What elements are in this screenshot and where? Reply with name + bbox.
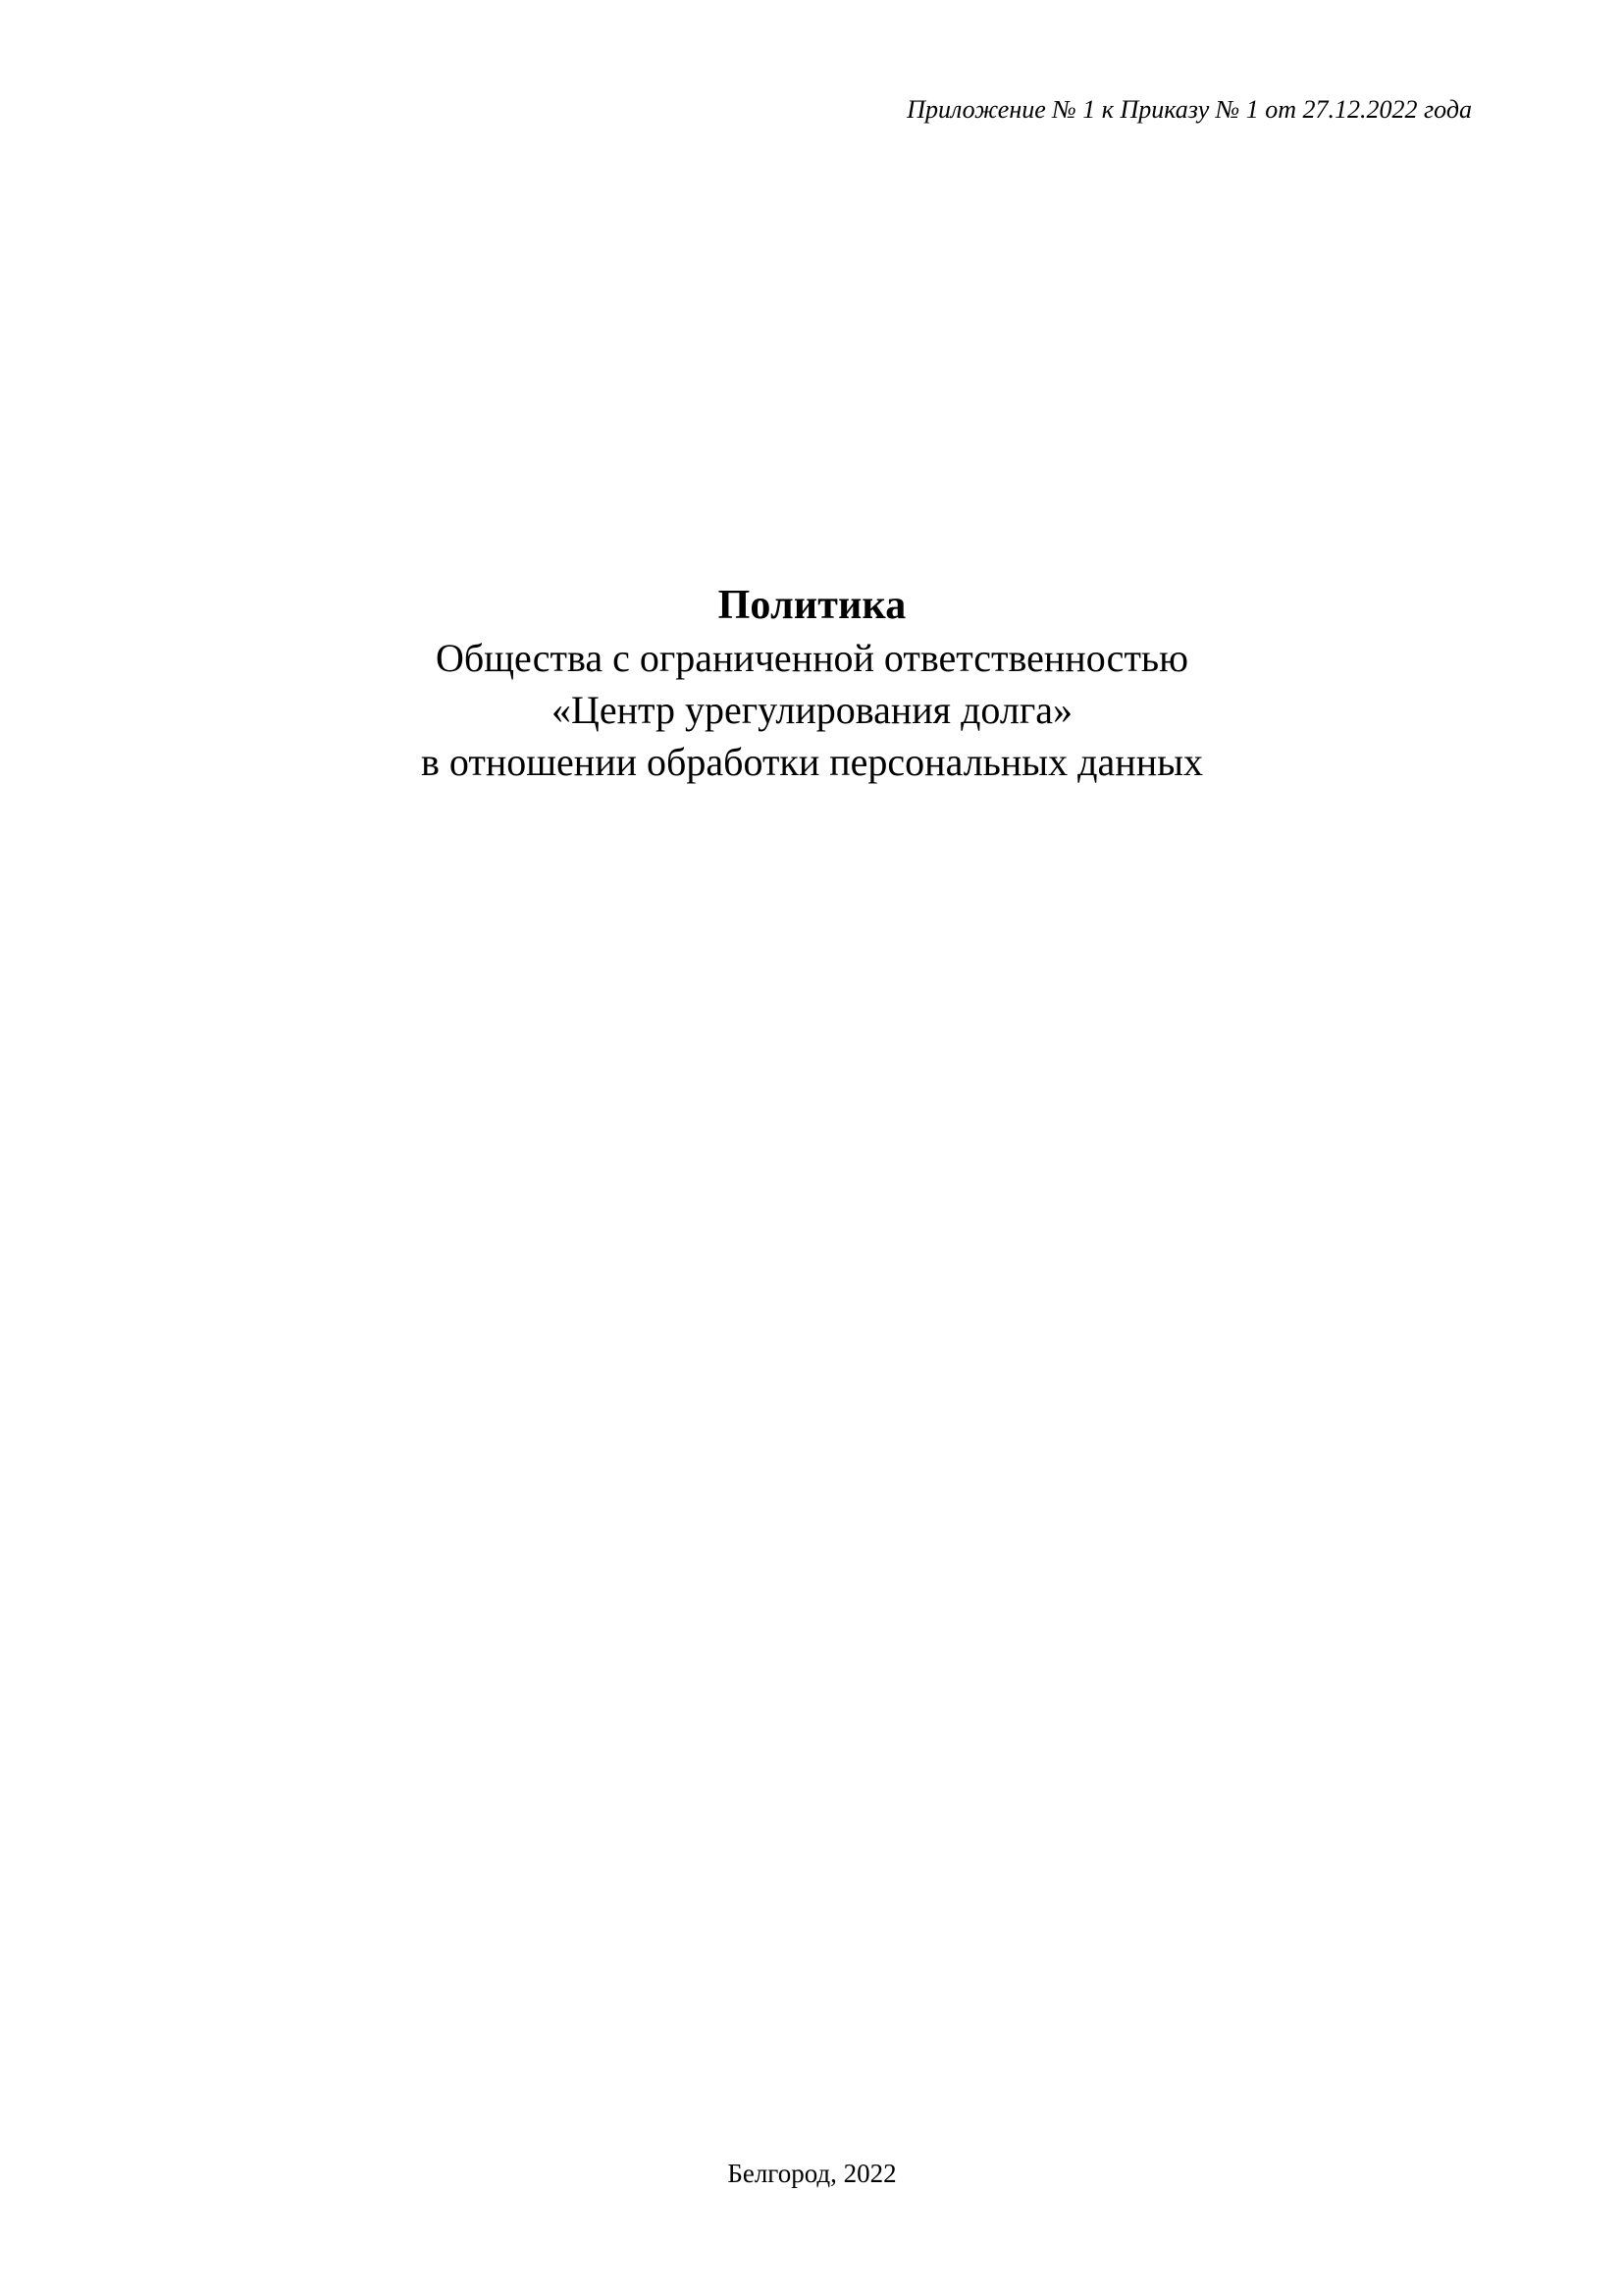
document-title-main: Политика — [717, 583, 907, 628]
document-title-subject: в отношении обработки персональных данных — [421, 740, 1203, 785]
title-block — [0, 579, 1624, 789]
document-title-organization-name: «Центр урегулирования долга» — [550, 688, 1074, 733]
document-title-organization: Общества с ограниченной ответственностью — [435, 636, 1189, 681]
appendix-reference-note: Приложение № 1 к Приказу № 1 от 27.12.2022 года — [907, 95, 1472, 124]
document-footer-city-year: Белгород, 2022 — [727, 2159, 897, 2188]
